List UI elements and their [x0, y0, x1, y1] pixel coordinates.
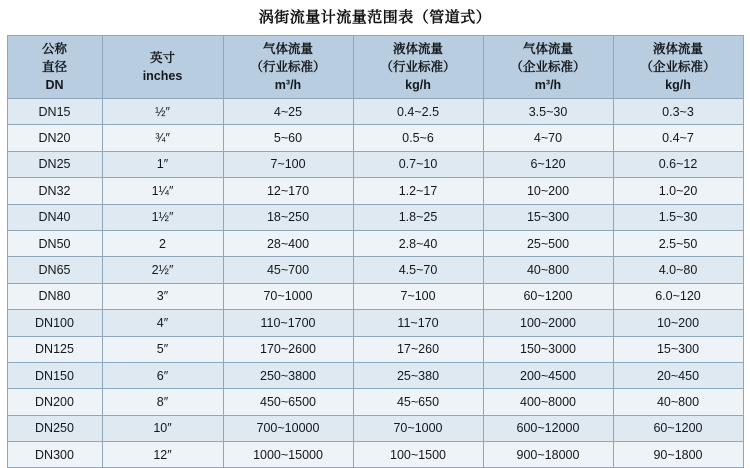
cell-gas-industry: 700~10000: [223, 415, 353, 441]
cell-inches: 1½″: [102, 204, 223, 230]
column-header-line1: 液体流量: [652, 41, 703, 56]
column-header-line2: 直径: [41, 59, 67, 74]
column-header-line2: （企业标准）: [510, 59, 586, 74]
cell-gas-enterprise: 100~2000: [483, 310, 613, 336]
cell-liquid-enterprise: 10~200: [613, 310, 743, 336]
column-header-liquid-flow-industry: [353, 36, 483, 99]
cell-gas-industry: 12~170: [223, 178, 353, 204]
cell-dn: DN300: [7, 442, 102, 468]
cell-liquid-enterprise: 90~1800: [613, 442, 743, 468]
cell-gas-industry: 250~3800: [223, 362, 353, 388]
cell-gas-industry: 5~60: [223, 125, 353, 151]
cell-gas-enterprise: 60~1200: [483, 283, 613, 309]
cell-inches: 8″: [102, 389, 223, 415]
cell-dn: DN80: [7, 283, 102, 309]
page-title: 涡街流量计流量范围表（管道式）: [258, 9, 492, 26]
column-header-inches: [102, 36, 223, 99]
cell-liquid-industry: 2.8~40: [353, 230, 483, 256]
cell-gas-industry: 170~2600: [223, 336, 353, 362]
table-row: [7, 204, 743, 230]
column-header-line3: kg/h: [405, 78, 431, 93]
cell-liquid-enterprise: 2.5~50: [613, 230, 743, 256]
table-header: [7, 36, 743, 99]
cell-dn: DN25: [7, 151, 102, 177]
cell-gas-enterprise: 25~500: [483, 230, 613, 256]
column-header-gas-flow-industry: [223, 36, 353, 99]
cell-inches: 5″: [102, 336, 223, 362]
cell-inches: 2: [102, 230, 223, 256]
cell-liquid-enterprise: 4.0~80: [613, 257, 743, 283]
table-row: [7, 151, 743, 177]
table-row: [7, 362, 743, 388]
cell-liquid-industry: 25~380: [353, 362, 483, 388]
column-header-line2: （行业标准）: [250, 59, 326, 74]
table-row: [7, 283, 743, 309]
cell-dn: DN40: [7, 204, 102, 230]
cell-dn: DN65: [7, 257, 102, 283]
column-header-line1: 气体流量: [522, 41, 573, 56]
cell-inches: ½″: [102, 99, 223, 125]
cell-liquid-enterprise: 1.5~30: [613, 204, 743, 230]
column-header-line3: m³/h: [274, 78, 302, 93]
cell-liquid-enterprise: 6.0~120: [613, 283, 743, 309]
cell-dn: DN200: [7, 389, 102, 415]
table-row: [7, 415, 743, 441]
cell-gas-industry: 1000~15000: [223, 442, 353, 468]
cell-inches: 1¼″: [102, 178, 223, 204]
cell-gas-industry: 18~250: [223, 204, 353, 230]
table-row: [7, 230, 743, 256]
cell-liquid-industry: 1.8~25: [353, 204, 483, 230]
cell-liquid-enterprise: 20~450: [613, 362, 743, 388]
column-header-line3: inches: [142, 69, 183, 83]
table-body: [7, 99, 743, 468]
cell-gas-enterprise: 200~4500: [483, 362, 613, 388]
column-header-line2: （企业标准）: [640, 59, 716, 74]
cell-gas-enterprise: 400~8000: [483, 389, 613, 415]
column-header-line3: m³/h: [534, 78, 562, 93]
cell-liquid-industry: 0.4~2.5: [353, 99, 483, 125]
column-header-line1: 液体流量: [392, 41, 443, 56]
cell-liquid-enterprise: 15~300: [613, 336, 743, 362]
cell-inches: 12″: [102, 442, 223, 468]
cell-dn: DN50: [7, 230, 102, 256]
table-row: [7, 178, 743, 204]
table-row: [7, 310, 743, 336]
cell-liquid-industry: 70~1000: [353, 415, 483, 441]
column-header-line1: 英寸: [149, 50, 175, 65]
column-header-gas-flow-enterprise: [483, 36, 613, 99]
table-row: [7, 257, 743, 283]
cell-inches: 1″: [102, 151, 223, 177]
cell-dn: DN32: [7, 178, 102, 204]
cell-dn: DN250: [7, 415, 102, 441]
cell-liquid-industry: 100~1500: [353, 442, 483, 468]
cell-liquid-industry: 11~170: [353, 310, 483, 336]
cell-gas-enterprise: 6~120: [483, 151, 613, 177]
cell-gas-enterprise: 150~3000: [483, 336, 613, 362]
cell-dn: DN125: [7, 336, 102, 362]
cell-inches: 6″: [102, 362, 223, 388]
cell-dn: DN100: [7, 310, 102, 336]
cell-liquid-industry: 7~100: [353, 283, 483, 309]
column-header-line2: （行业标准）: [380, 59, 456, 74]
cell-gas-industry: 28~400: [223, 230, 353, 256]
cell-inches: 4″: [102, 310, 223, 336]
cell-gas-industry: 450~6500: [223, 389, 353, 415]
cell-gas-enterprise: 10~200: [483, 178, 613, 204]
column-header-line3: kg/h: [665, 78, 691, 93]
cell-dn: DN15: [7, 99, 102, 125]
cell-liquid-enterprise: 0.4~7: [613, 125, 743, 151]
column-header-nominal-diameter: [7, 36, 102, 99]
table-header-row: [7, 36, 743, 99]
column-header-line1: 气体流量: [262, 41, 313, 56]
cell-liquid-industry: 0.7~10: [353, 151, 483, 177]
column-header-line1: 公称: [41, 41, 67, 56]
cell-gas-enterprise: 40~800: [483, 257, 613, 283]
cell-gas-enterprise: 4~70: [483, 125, 613, 151]
cell-gas-enterprise: 900~18000: [483, 442, 613, 468]
cell-inches: ¾″: [102, 125, 223, 151]
cell-gas-enterprise: 3.5~30: [483, 99, 613, 125]
cell-liquid-enterprise: 40~800: [613, 389, 743, 415]
cell-gas-industry: 4~25: [223, 99, 353, 125]
cell-liquid-industry: 45~650: [353, 389, 483, 415]
cell-liquid-industry: 0.5~6: [353, 125, 483, 151]
table-row: [7, 389, 743, 415]
cell-inches: 10″: [102, 415, 223, 441]
cell-liquid-enterprise: 60~1200: [613, 415, 743, 441]
cell-gas-enterprise: 600~12000: [483, 415, 613, 441]
cell-dn: DN150: [7, 362, 102, 388]
cell-inches: 2½″: [102, 257, 223, 283]
cell-liquid-enterprise: 0.3~3: [613, 99, 743, 125]
cell-gas-industry: 45~700: [223, 257, 353, 283]
cell-liquid-industry: 4.5~70: [353, 257, 483, 283]
column-header-line3: DN: [45, 78, 64, 93]
table-row: [7, 125, 743, 151]
table-row: [7, 336, 743, 362]
cell-inches: 3″: [102, 283, 223, 309]
flow-range-table: [7, 35, 744, 468]
cell-gas-industry: 7~100: [223, 151, 353, 177]
cell-liquid-enterprise: 0.6~12: [613, 151, 743, 177]
table-row: [7, 99, 743, 125]
cell-liquid-industry: 17~260: [353, 336, 483, 362]
cell-liquid-enterprise: 1.0~20: [613, 178, 743, 204]
cell-dn: DN20: [7, 125, 102, 151]
column-header-liquid-flow-enterprise: [613, 36, 743, 99]
cell-gas-enterprise: 15~300: [483, 204, 613, 230]
cell-gas-industry: 110~1700: [223, 310, 353, 336]
cell-liquid-industry: 1.2~17: [353, 178, 483, 204]
table-row: [7, 442, 743, 468]
cell-gas-industry: 70~1000: [223, 283, 353, 309]
